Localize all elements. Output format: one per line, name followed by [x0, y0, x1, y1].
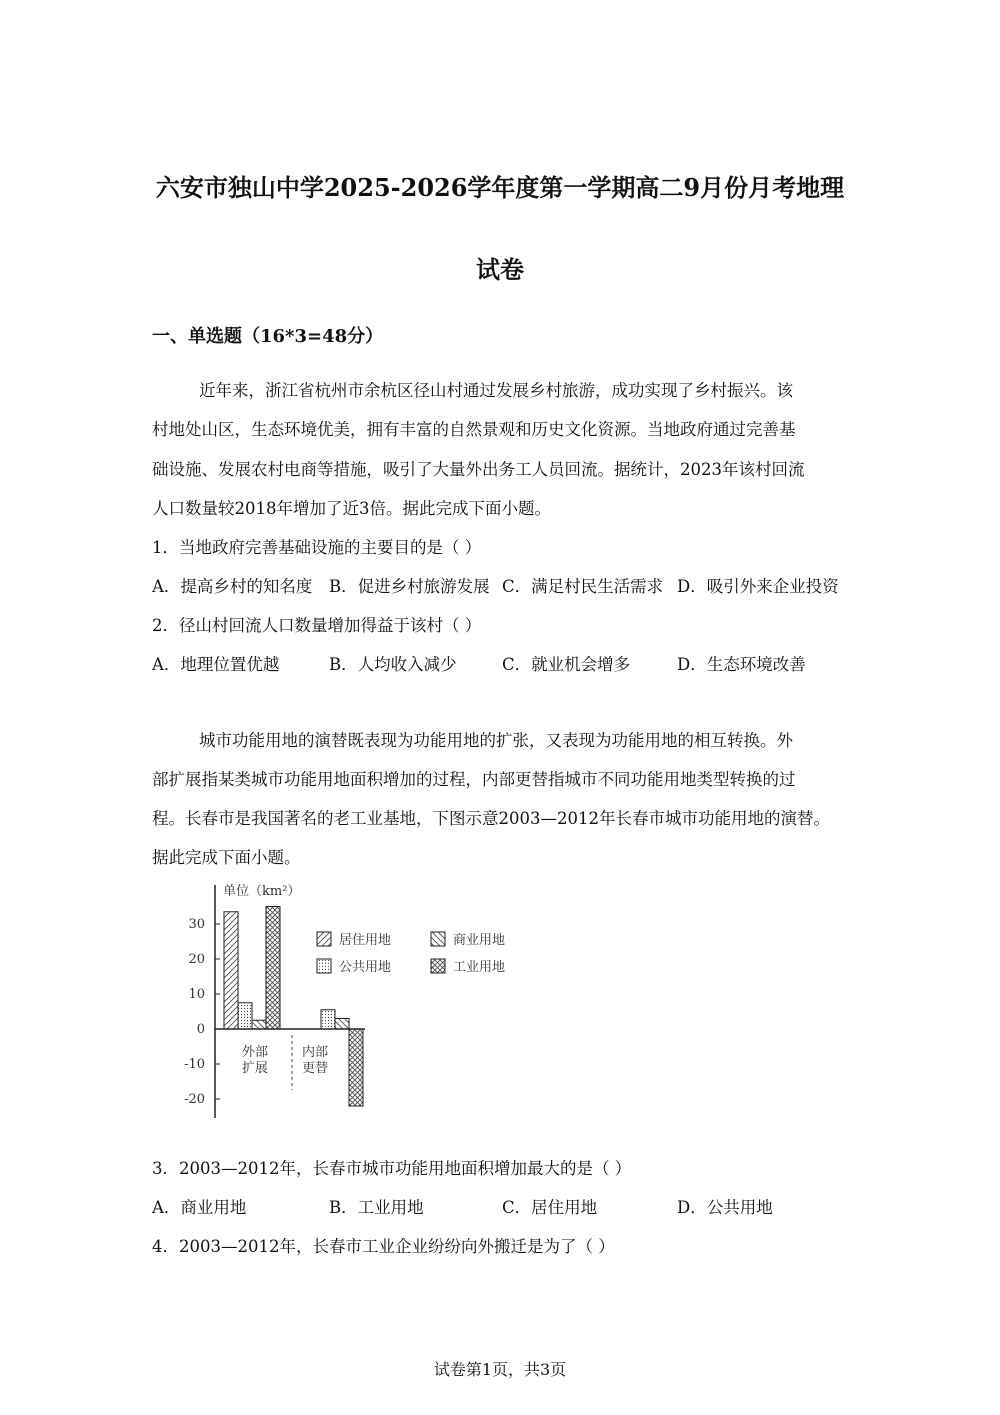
bar-公共用地: [238, 1003, 252, 1029]
passage1-line: 人口数量较2018年增加了近3倍。据此完成下面小题。: [152, 499, 551, 518]
y-tick-label: -10: [184, 1057, 205, 1072]
question-3: 3．2003—2012年，长春市城市功能用地面积增加最大的是（ ）: [152, 1159, 632, 1178]
legend-label: 工业用地: [453, 960, 506, 975]
y-tick-label: -20: [184, 1092, 205, 1107]
q3-option-c: C．居住用地: [502, 1198, 598, 1217]
paper-title-line1: 六安市独山中学2025-2026学年度第一学期高二9月份月考地理: [155, 173, 845, 202]
q1-option-d: D．吸引外来企业投资: [677, 577, 839, 596]
passage1-line: 础设施、发展农村电商等措施，吸引了大量外出务工人员回流。据统计，2023年该村回流: [152, 460, 805, 479]
category-label: 外部: [241, 1045, 269, 1060]
question-2: 2．径山村回流人口数量增加得益于该村（ ）: [152, 616, 482, 635]
bar-商业用地: [335, 1019, 349, 1030]
bar-商业用地: [252, 1020, 266, 1029]
legend-swatch: [317, 932, 331, 946]
y-axis-label: 单位（km²）: [223, 884, 301, 899]
passage2-line: 程。长春市是我国著名的老工业基地，下图示意2003—2012年长春市城市功能用地的演替。: [152, 809, 830, 828]
passage2-line: 城市功能用地的演替既表现为功能用地的扩张，又表现为功能用地的相互转换。外: [199, 731, 793, 750]
y-tick-label: 0: [196, 1022, 205, 1037]
passage2-line: 部扩展指某类城市功能用地面积增加的过程，内部更替指城市不同功能用地类型转换的过: [152, 770, 796, 789]
q2-option-c: C．就业机会增多: [502, 655, 631, 674]
q2-option-a: A．地理位置优越: [152, 655, 280, 674]
legend-swatch: [431, 932, 445, 946]
q1-option-b: B．促进乡村旅游发展: [329, 577, 490, 596]
passage1-line: 近年来，浙江省杭州市余杭区径山村通过发展乡村旅游，成功实现了乡村振兴。该: [199, 381, 793, 400]
legend-label: 商业用地: [453, 933, 506, 948]
passage2-line: 据此完成下面小题。: [152, 848, 301, 867]
category-label: 扩展: [241, 1061, 269, 1076]
section-heading: 一、单选题（16*3=48分）: [152, 326, 384, 347]
q1-option-c: C．满足村民生活需求: [502, 577, 664, 596]
question-1: 1．当地政府完善基础设施的主要目的是（ ）: [152, 538, 482, 557]
bar-工业用地: [266, 907, 280, 1030]
page-footer: 试卷第1页，共3页: [433, 1360, 567, 1379]
q3-option-b: B．工业用地: [329, 1198, 424, 1217]
bar-居住用地: [224, 912, 238, 1029]
y-tick-label: 20: [188, 952, 205, 967]
q3-option-d: D．公共用地: [677, 1198, 773, 1217]
q1-option-a: A．提高乡村的知名度: [152, 577, 313, 596]
paper-title-line2: 试卷: [476, 255, 524, 284]
bar-公共用地: [321, 1010, 335, 1029]
y-tick-label: 10: [188, 987, 205, 1002]
legend-label: 居住用地: [339, 933, 392, 948]
category-label: 内部: [301, 1045, 329, 1060]
q2-option-b: B．人均收入减少: [329, 655, 457, 674]
land-use-bar-chart: [165, 875, 535, 1125]
y-tick-label: 30: [188, 917, 205, 932]
question-4: 4．2003—2012年，长春市工业企业纷纷向外搬迁是为了（ ）: [152, 1237, 615, 1256]
passage1-line: 村地处山区，生态环境优美，拥有丰富的自然景观和历史文化资源。当地政府通过完善基: [152, 420, 796, 439]
q2-option-d: D．生态环境改善: [677, 655, 806, 674]
legend-swatch: [317, 959, 331, 973]
category-label: 更替: [301, 1061, 329, 1076]
q3-option-a: A．商业用地: [152, 1198, 247, 1217]
legend-swatch: [431, 959, 445, 973]
legend-label: 公共用地: [339, 960, 392, 975]
bar-工业用地: [349, 1029, 363, 1106]
